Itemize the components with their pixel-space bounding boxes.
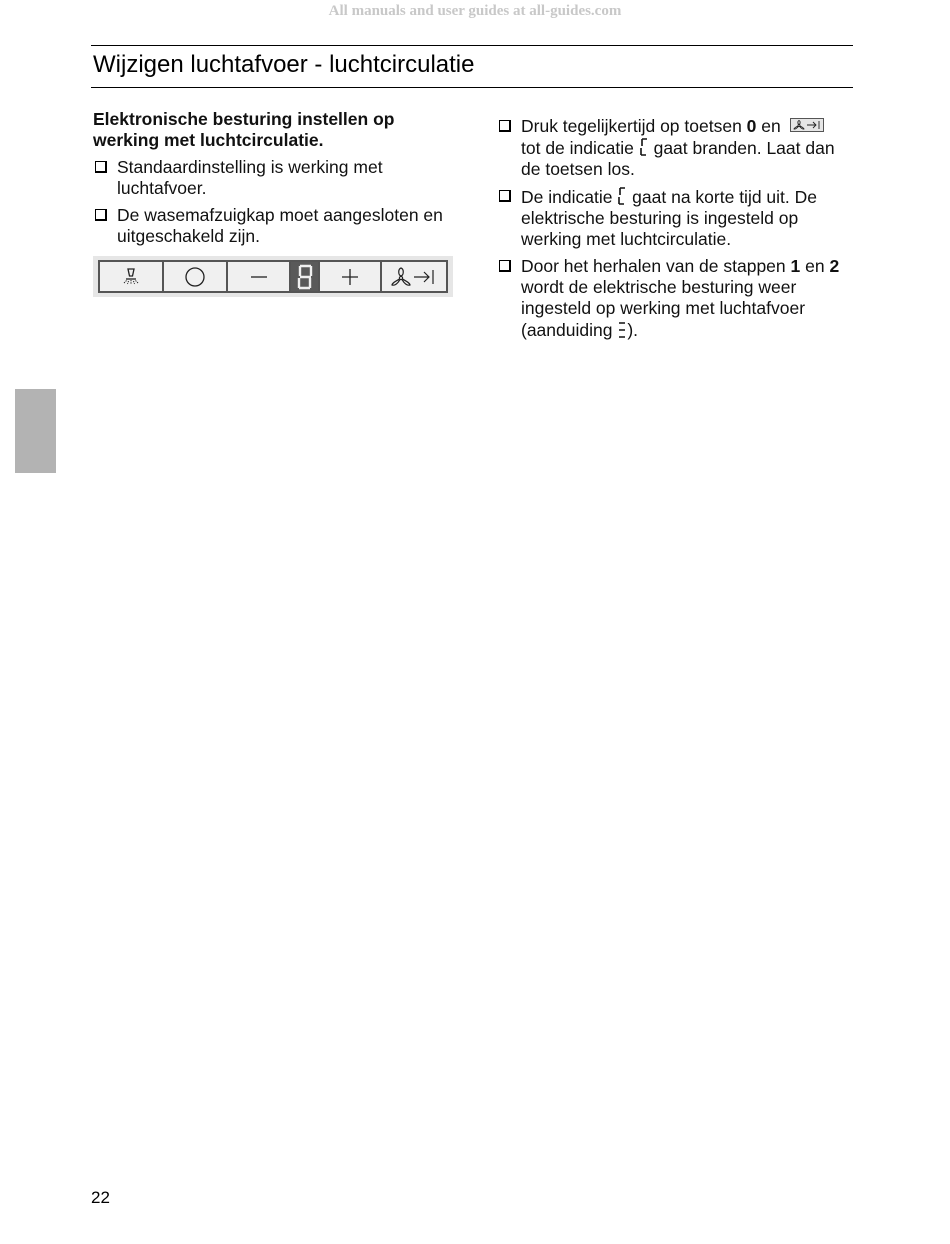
plus-key (320, 262, 382, 291)
step-two-label: 2 (829, 256, 840, 276)
section-heading: Elektronische besturing instellen op werking met luchtcirculatie. (93, 109, 395, 150)
right-column (497, 116, 847, 347)
list-item-text: Door het herhalen van de stappen 1 en 2 wordt de elektrische besturing weer ingesteld op werking met luchtafvoer (aanduiding ). (521, 256, 840, 340)
side-tab (15, 389, 56, 473)
minus-key (228, 262, 291, 291)
list-item (93, 205, 463, 247)
c-segment-indicator-icon (617, 186, 627, 206)
list-item (497, 116, 847, 180)
intensive-key-inline-icon (790, 118, 824, 132)
left-column (93, 109, 463, 253)
fan-intensive-icon (389, 266, 439, 288)
light-icon (120, 266, 142, 288)
title-rule-top (91, 45, 853, 46)
list-item-text: De indicatie gaat na korte tijd uit. De elektrische besturing is ingesteld op werking met luchtcirculatie. (521, 187, 818, 249)
checkbox-bullet-icon (499, 260, 511, 272)
list-item-text: Druk tegelijkertijd op toetsen 0 en tot de indicatie gaat branden. Laat dan de toetsen los. (521, 116, 835, 179)
intensive-key (382, 262, 446, 291)
exhaust-segment-indicator-icon (617, 319, 627, 339)
seven-segment-icon (296, 264, 314, 290)
c-segment-indicator-icon (639, 137, 649, 157)
power-icon (184, 266, 206, 288)
minus-icon (249, 267, 269, 287)
step-one-label: 1 (790, 256, 801, 276)
plus-icon (340, 267, 360, 287)
control-panel-illustration (93, 256, 453, 297)
key-zero-label: 0 (746, 116, 757, 136)
list-item-text: Standaardinstelling is werking met luchtafvoer. (117, 157, 383, 198)
checkbox-bullet-icon (499, 190, 511, 202)
watermark: All manuals and user guides at all-guides.com (328, 3, 622, 19)
checkbox-bullet-icon (95, 161, 107, 173)
list-item (497, 256, 847, 341)
checkbox-bullet-icon (95, 209, 107, 221)
list-item-text: De wasemafzuigkap moet aangesloten en uitgeschakeld zijn. (117, 205, 443, 246)
list-item (497, 186, 847, 250)
digit-display (291, 262, 320, 291)
title-rule-bottom (91, 87, 853, 88)
power-key (164, 262, 228, 291)
checkbox-bullet-icon (499, 120, 511, 132)
list-item (93, 157, 463, 199)
page-title: Wijzigen luchtafvoer - luchtcirculatie (93, 51, 475, 78)
page-number: 22 (91, 1188, 110, 1207)
light-key (100, 262, 164, 291)
